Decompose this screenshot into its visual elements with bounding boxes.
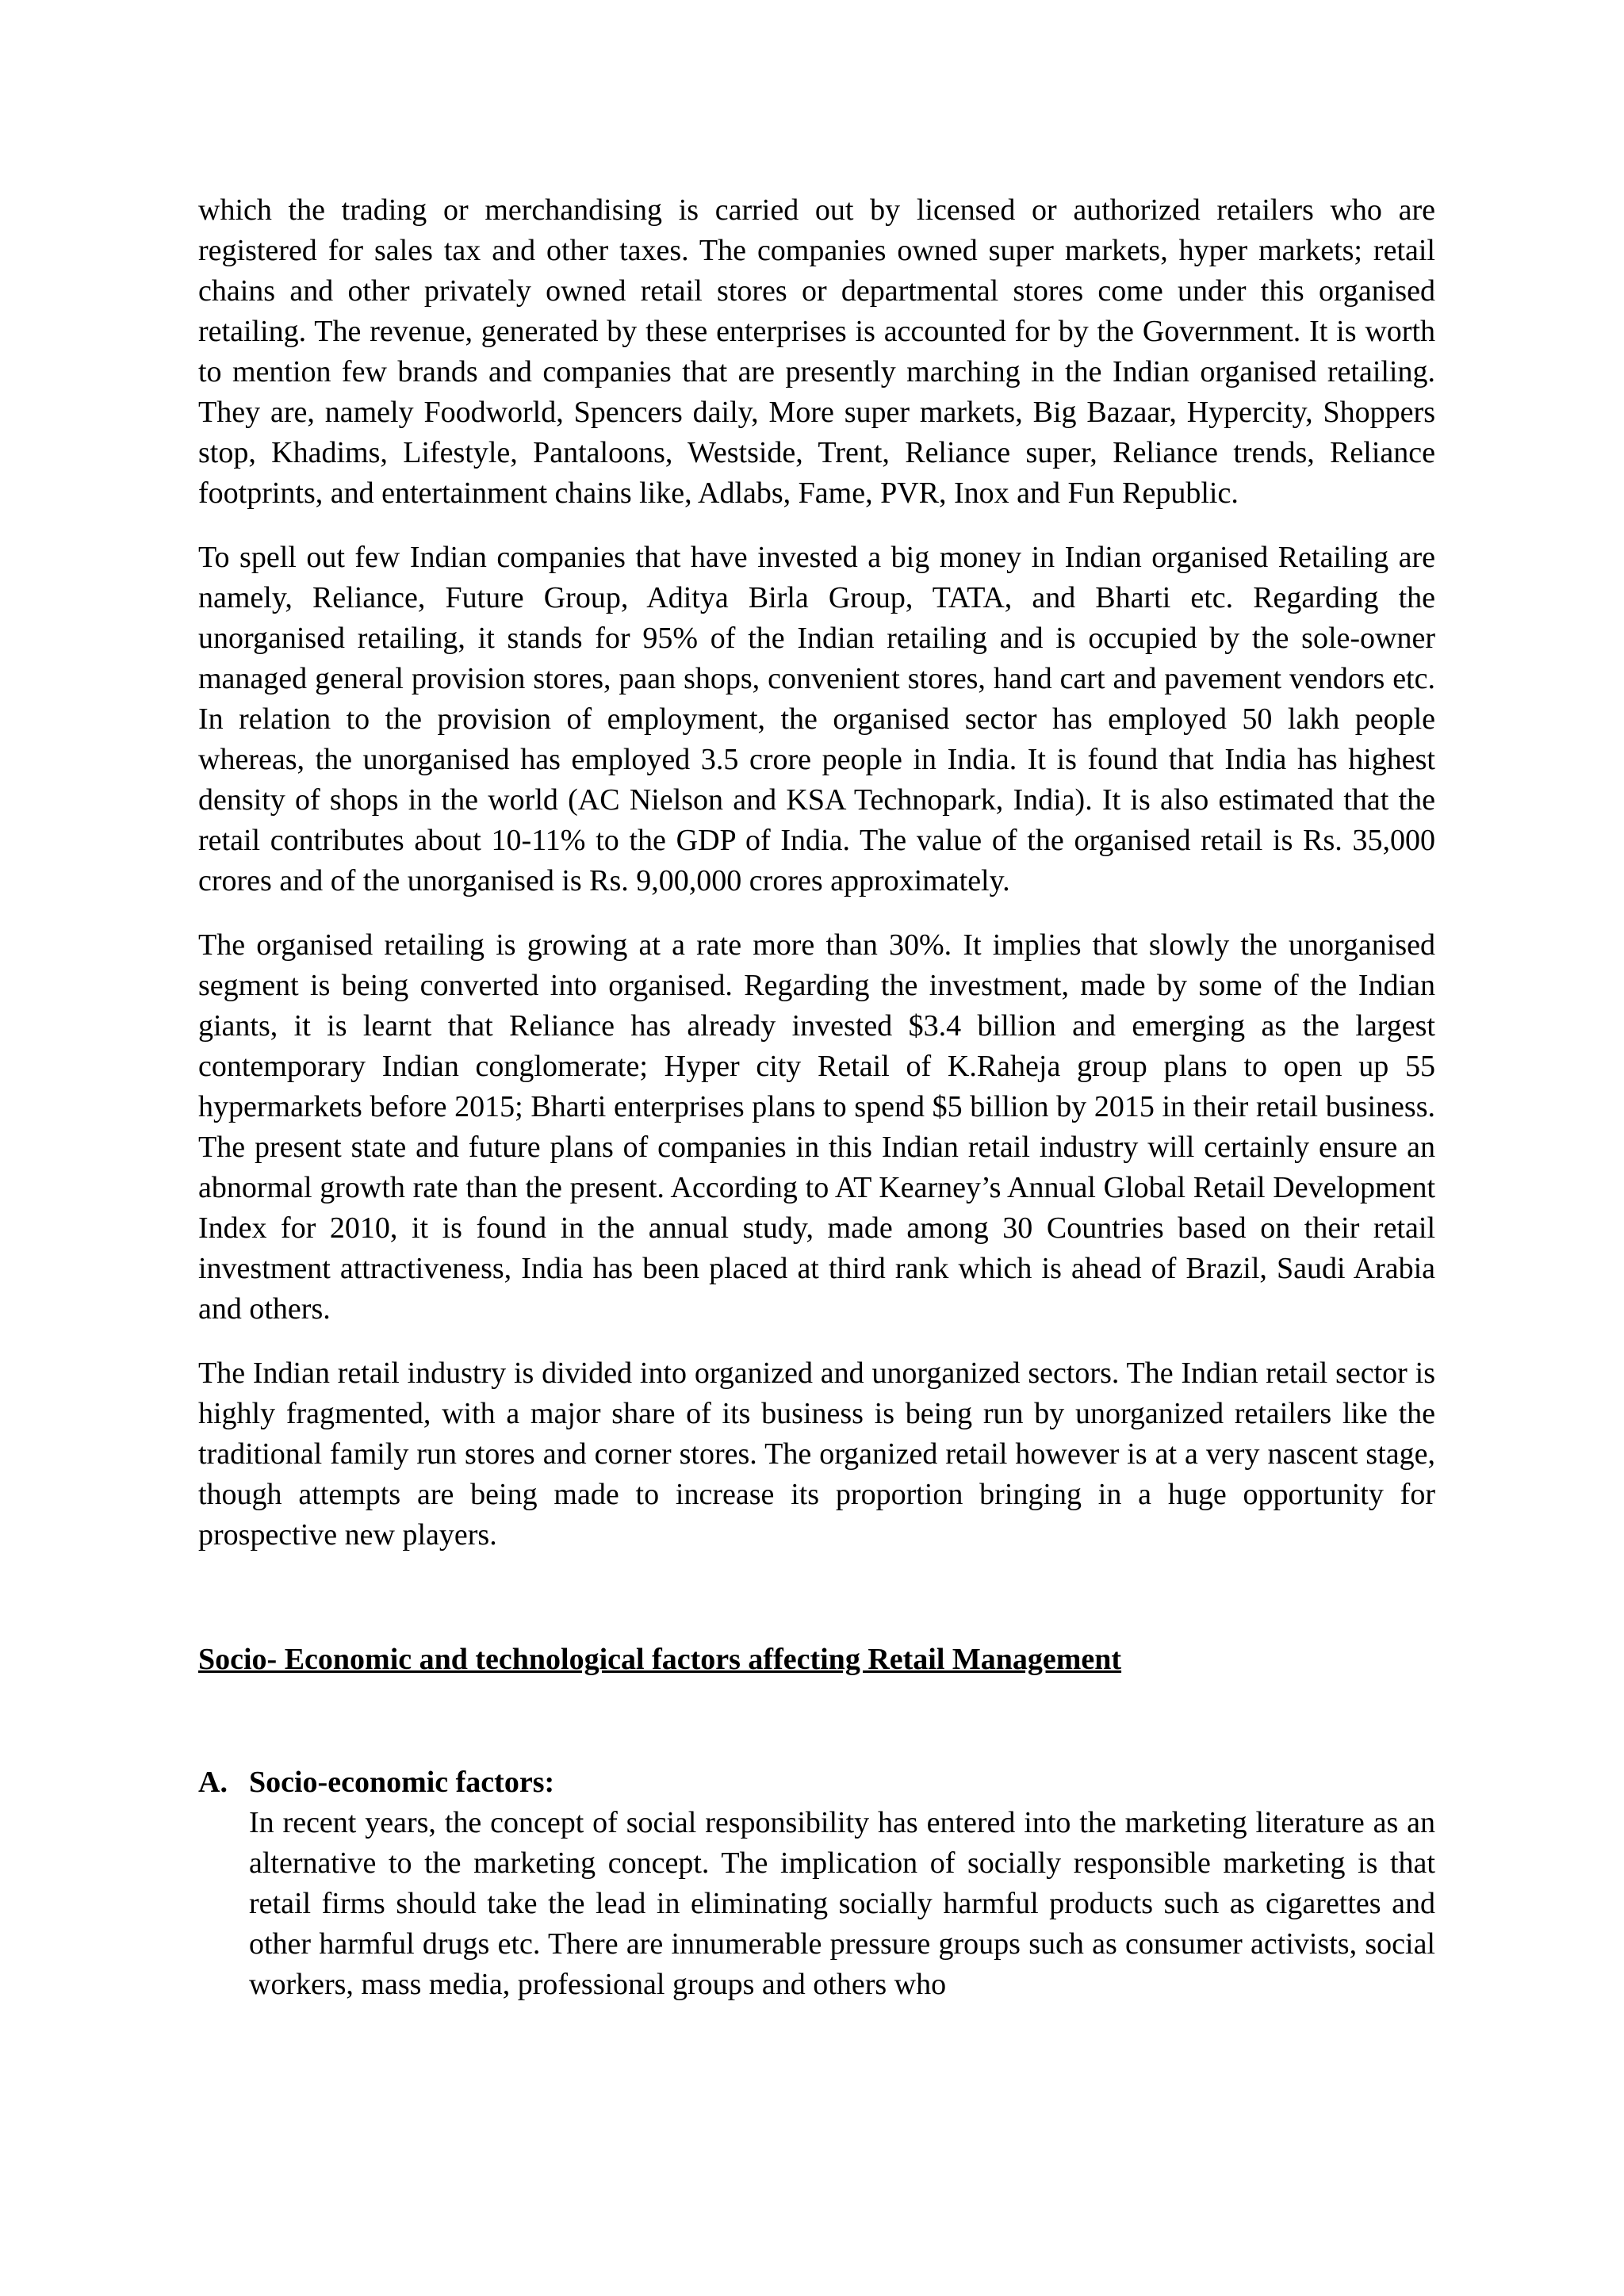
subsection-letter: A.: [198, 1766, 228, 1799]
subsection-socio-economic: [198, 1762, 1435, 2005]
document-page: [198, 190, 1435, 2005]
paragraph-growth-rate: The organised retailing is growing at a rate more than 30%. It implies that slowly the unorganised segment is being converted into organised. Regarding the investment, made by some of the Indian giants, it is learnt that Reliance has already invested $3.4 billion and emerging as the largest contemporary Indian conglomerate; Hyper city Retail of K.Raheja group plans to open up 55 hypermarkets before 2015; Bharti enterprises plans to spend $5 billion by 2015 in their retail business. The present state and future plans of companies in this Indian retail industry will certainly ensure an abnormal growth rate than the present. According to AT Kearney’s Annual Global Retail Development Index for 2010, it is found in the annual study, made among 30 Countries based on their retail investment attractiveness, India has been placed at third rank which is ahead of Brazil, Saudi Arabia and others.: [198, 928, 1435, 1326]
paragraph-indian-companies: To spell out few Indian companies that have invested a big money in Indian organised Retailing are namely, Reliance, Future Group, Aditya Birla Group, TATA, and Bharti etc. Regarding the unorganised retailing, it stands for 95% of the Indian retailing and is occupied by the sole-owner managed general provision stores, paan shops, convenient stores, hand cart and pavement vendors etc. In relation to the provision of employment, the organised sector has employed 50 lakh people whereas, the unorganised has employed 3.5 crore people in India. It is found that India has highest density of shops in the world (AC Nielson and KSA Technopark, India). It is also estimated that the retail contributes about 10-11% to the GDP of India. The value of the organised retail is Rs. 35,000 crores and of the unorganised is Rs. 9,00,000 crores approximately.: [198, 541, 1435, 897]
paragraph-industry-division: The Indian retail industry is divided into organized and unorganized sectors. The Indian retail sector is highly fragmented, with a major share of its business is being run by unorganized retailers like the traditional family run stores and corner stores. The organized retail however is at a very nascent stage, though attempts are being made to increase its proportion bringing in a huge opportunity for prospective new players.: [198, 1357, 1435, 1552]
section-heading: Socio- Economic and technological factors affecting Retail Management: [198, 1643, 1122, 1676]
subsection-title-row: [198, 1762, 1435, 1803]
subsection-body: In recent years, the concept of social responsibility has entered into the marketing literature as an alternative to the marketing concept. The implication of socially responsible marketing is that retail firms should take the lead in eliminating socially harmful products such as cigarettes and other harmful drugs etc. There are innumerable pressure groups such as consumer activists, social workers, mass media, professional groups and others who: [249, 1806, 1435, 2001]
subsection-title: Socio-economic factors:: [249, 1766, 555, 1799]
paragraph-organised-retailing: which the trading or merchandising is carried out by licensed or authorized retailers who are registered for sales tax and other taxes. The companies owned super markets, hyper markets; retail chains and other privately owned retail stores or departmental stores come under this organised retailing. The revenue, generated by these enterprises is accounted for by the Government. It is worth to mention few brands and companies that are presently marching in the Indian organised retailing. They are, namely Foodworld, Spencers daily, More super markets, Big Bazaar, Hypercity, Shoppers stop, Khadims, Lifestyle, Pantaloons, Westside, Trent, Reliance super, Reliance trends, Reliance footprints, and entertainment chains like, Adlabs, Fame, PVR, Inox and Fun Republic.: [198, 193, 1435, 510]
